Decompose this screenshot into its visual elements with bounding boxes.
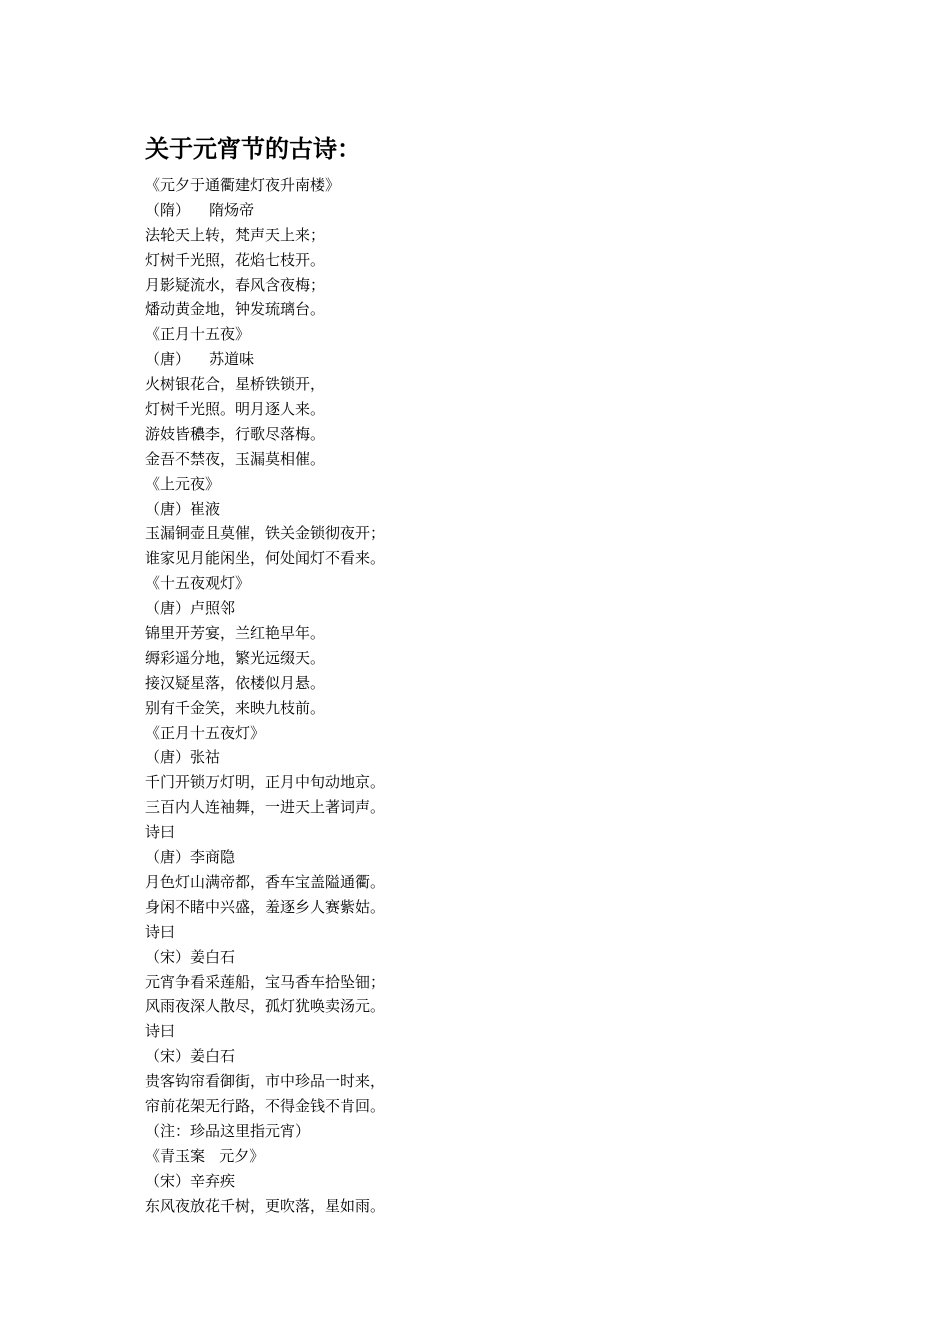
poem-line: 诗曰 bbox=[145, 922, 176, 941]
poem-line: （注：珍品这里指元宵） bbox=[145, 1121, 311, 1140]
poem-line: 《元夕于通衢建灯夜升南楼》 bbox=[145, 176, 341, 194]
poem-line: 千门开锁万灯明，正月中旬动地京。 bbox=[145, 773, 386, 792]
poem-line: 帘前花架无行路，不得金钱不肯回。 bbox=[145, 1096, 386, 1115]
poem-line: 《十五夜观灯》 bbox=[145, 574, 251, 593]
poem-line: 《青玉案 元夕》 bbox=[145, 1146, 265, 1165]
poem-line: 别有千金笑，来映九枝前。 bbox=[145, 698, 326, 717]
poem-line: 接汉疑星落，依楼似月悬。 bbox=[145, 673, 326, 692]
poem-line: （宋）辛弃疾 bbox=[145, 1171, 236, 1190]
poem-line: 东风夜放花千树，更吹落，星如雨。 bbox=[145, 1196, 386, 1215]
poem-line: 月影疑流水，春风含夜梅； bbox=[145, 275, 326, 294]
poem-line: （唐）张祜 bbox=[145, 748, 221, 767]
poem-line: 缛彩遥分地，繁光远缀天。 bbox=[145, 648, 326, 667]
poem-line: 风雨夜深人散尽，孤灯犹唤卖汤元。 bbox=[145, 997, 386, 1016]
poem-line: 灯树千光照，花焰七枝开。 bbox=[145, 250, 326, 269]
poem-line: 身闲不睹中兴盛，羞逐乡人赛紫姑。 bbox=[145, 897, 386, 916]
poem-line: （唐）崔液 bbox=[145, 499, 221, 518]
document-body bbox=[145, 131, 845, 1218]
poem-line: 锦里开芳宴，兰红艳早年。 bbox=[145, 624, 326, 643]
poem-line: （隋） 隋炀帝 bbox=[145, 200, 255, 219]
poem-line: 火树银花合，星桥铁锁开， bbox=[145, 375, 326, 394]
poem-line: 月色灯山满帝都，香车宝盖隘通衢。 bbox=[145, 872, 386, 891]
poem-line: 诗曰 bbox=[145, 1022, 176, 1041]
poem-line: （宋）姜白石 bbox=[145, 947, 236, 966]
poem-line: 诗曰 bbox=[145, 823, 176, 842]
poem-line: 《正月十五夜》 bbox=[145, 325, 251, 344]
poem-line: 谁家见月能闲坐，何处闻灯不看来。 bbox=[145, 549, 386, 568]
poem-line: 玉漏铜壶且莫催，铁关金锁彻夜开； bbox=[145, 524, 386, 543]
poem-line: 元宵争看采莲船，宝马香车拾坠钿； bbox=[145, 972, 386, 991]
poem-line: 三百内人连袖舞，一进天上著词声。 bbox=[145, 798, 386, 817]
poem-line: （宋）姜白石 bbox=[145, 1047, 236, 1066]
poem-line: （唐）李商隐 bbox=[145, 848, 236, 867]
poem-line: 《上元夜》 bbox=[145, 474, 221, 493]
poem-line: 贵客钩帘看御街，市中珍品一时来， bbox=[145, 1072, 386, 1091]
poem-lines bbox=[145, 173, 845, 1218]
poem-line: （唐） 苏道味 bbox=[145, 350, 255, 369]
document-title: 关于元宵节的古诗： bbox=[145, 134, 361, 163]
poem-line: 燔动黄金地，钟发琉璃台。 bbox=[145, 300, 326, 319]
poem-line: 金吾不禁夜，玉漏莫相催。 bbox=[145, 449, 326, 468]
poem-line: 灯树千光照。明月逐人来。 bbox=[145, 400, 326, 419]
poem-line: （唐）卢照邻 bbox=[145, 599, 236, 618]
poem-line: 游妓皆穠李，行歌尽落梅。 bbox=[145, 424, 326, 443]
poem-line: 《正月十五夜灯》 bbox=[145, 723, 266, 742]
poem-line: 法轮天上转，梵声天上来； bbox=[145, 225, 326, 244]
